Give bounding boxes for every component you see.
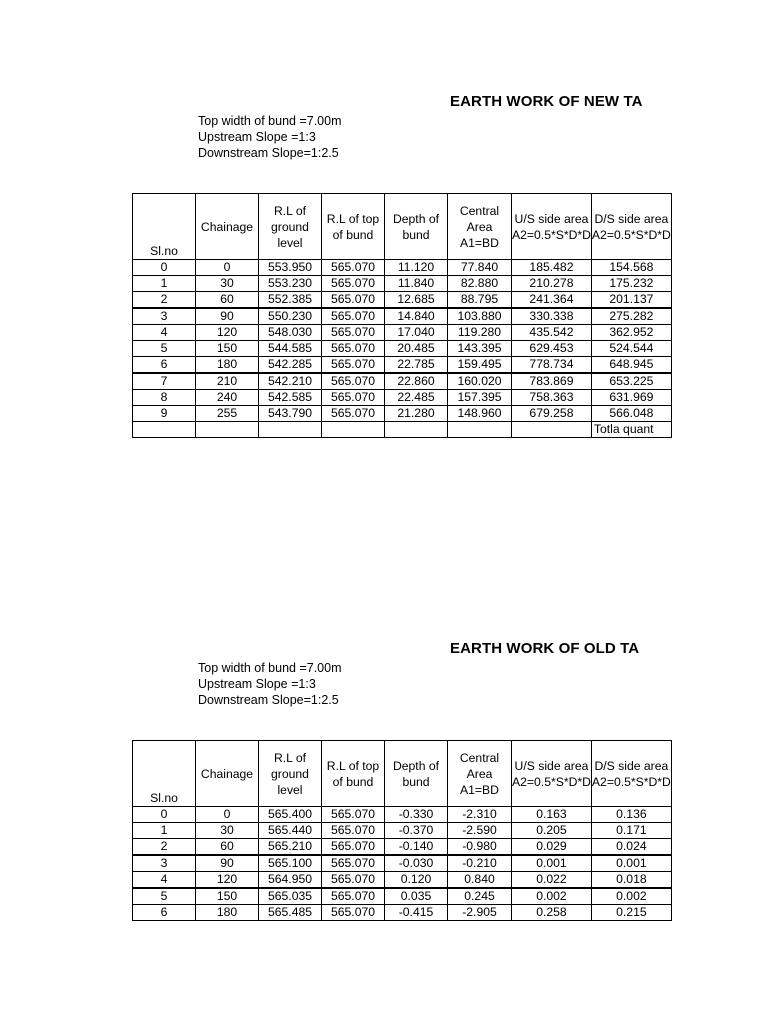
table-row — [133, 872, 672, 889]
new-tank-title: EARTH WORK OF NEW TA — [450, 93, 643, 110]
table-cell: 157.395 — [448, 390, 512, 406]
table-cell: 180 — [196, 357, 259, 374]
table-row — [133, 406, 672, 422]
table-row — [133, 292, 672, 309]
table-row — [133, 357, 672, 374]
table-cell: 210 — [196, 373, 259, 390]
table-cell: 150 — [196, 341, 259, 357]
table-cell: 0 — [133, 260, 196, 276]
table-cell: 160.020 — [448, 373, 512, 390]
downstream-slope-note: Downstream Slope=1:2.5 — [198, 146, 339, 160]
upstream-slope-note: Upstream Slope =1:3 — [198, 130, 316, 144]
table-row — [133, 341, 672, 357]
table-cell: 21.280 — [385, 406, 448, 422]
table-cell: 0.035 — [385, 888, 448, 905]
table-cell: 0.120 — [385, 872, 448, 889]
table-cell: 275.282 — [591, 308, 671, 325]
table-cell: -0.140 — [385, 839, 448, 856]
table-cell: 0.022 — [512, 872, 592, 889]
table-cell: 553.950 — [259, 260, 322, 276]
table-cell: 0 — [133, 807, 196, 823]
table-cell: 758.363 — [512, 390, 592, 406]
table-cell: 5 — [133, 341, 196, 357]
footer-cell — [385, 422, 448, 438]
table-cell: 783.869 — [512, 373, 592, 390]
total-quantity-label: Totla quant — [591, 422, 671, 438]
table-cell: 30 — [196, 276, 259, 292]
table-cell: 3 — [133, 308, 196, 325]
table-row — [133, 888, 672, 905]
table-cell: 240 — [196, 390, 259, 406]
table-cell: 14.840 — [385, 308, 448, 325]
top-width-note: Top width of bund =7.00m — [198, 661, 342, 675]
header-row — [133, 741, 672, 807]
header-depth: Depth of bund — [385, 194, 448, 260]
table-row — [133, 260, 672, 276]
table-cell: 159.495 — [448, 357, 512, 374]
table-cell: 0.215 — [591, 905, 671, 921]
table-cell: 565.440 — [259, 823, 322, 839]
table-cell: 60 — [196, 292, 259, 309]
table-cell: -0.210 — [448, 855, 512, 872]
table-cell: 565.070 — [322, 872, 385, 889]
table-cell: -0.415 — [385, 905, 448, 921]
header-rl-ground: R.L of ground level — [259, 741, 322, 807]
table-cell: 550.230 — [259, 308, 322, 325]
table-cell: 542.285 — [259, 357, 322, 374]
table-cell: 565.070 — [322, 905, 385, 921]
table-cell: 0.002 — [591, 888, 671, 905]
table-cell: 0.024 — [591, 839, 671, 856]
table-cell: 90 — [196, 855, 259, 872]
header-row — [133, 194, 672, 260]
table-cell: 120 — [196, 872, 259, 889]
table-cell: 565.070 — [322, 373, 385, 390]
table-cell: 0.245 — [448, 888, 512, 905]
table-cell: 565.070 — [322, 260, 385, 276]
table-row — [133, 373, 672, 390]
table-cell: 119.280 — [448, 325, 512, 341]
table-cell: 120 — [196, 325, 259, 341]
table-cell: 77.840 — [448, 260, 512, 276]
table-cell: 22.485 — [385, 390, 448, 406]
table-cell: 648.945 — [591, 357, 671, 374]
table-cell: 566.048 — [591, 406, 671, 422]
table-cell: -2.905 — [448, 905, 512, 921]
table-cell: 362.952 — [591, 325, 671, 341]
header-ds-area: D/S side area A2=0.5*S*D*D — [591, 741, 671, 807]
table-row — [133, 839, 672, 856]
footer-cell — [196, 422, 259, 438]
table-cell: -0.370 — [385, 823, 448, 839]
footer-cell — [448, 422, 512, 438]
table-cell: 241.364 — [512, 292, 592, 309]
table-cell: 565.070 — [322, 325, 385, 341]
table-cell: 565.070 — [322, 341, 385, 357]
table-cell: 565.070 — [322, 406, 385, 422]
table-cell: 6 — [133, 905, 196, 921]
table-cell: 0.018 — [591, 872, 671, 889]
table-cell: 330.338 — [512, 308, 592, 325]
table-cell: 778.734 — [512, 357, 592, 374]
footer-cell — [133, 422, 196, 438]
table-cell: 565.070 — [322, 807, 385, 823]
table-cell: 148.960 — [448, 406, 512, 422]
table-cell: 565.070 — [322, 357, 385, 374]
table-cell: 2 — [133, 839, 196, 856]
table-cell: 565.400 — [259, 807, 322, 823]
header-central-area: Central Area A1=BD — [448, 741, 512, 807]
table-cell: 565.070 — [322, 276, 385, 292]
table-cell: 0.002 — [512, 888, 592, 905]
upstream-slope-note: Upstream Slope =1:3 — [198, 677, 316, 691]
table-cell: 4 — [133, 325, 196, 341]
header-chainage: Chainage — [196, 194, 259, 260]
table-cell: 565.100 — [259, 855, 322, 872]
footer-row — [133, 422, 672, 438]
table-row — [133, 823, 672, 839]
table-cell: 1 — [133, 823, 196, 839]
table-cell: 0.205 — [512, 823, 592, 839]
table-cell: 3 — [133, 855, 196, 872]
header-rl-top: R.L of top of bund — [322, 194, 385, 260]
table-cell: 0.163 — [512, 807, 592, 823]
header-us-area: U/S side area A2=0.5*S*D*D — [512, 194, 592, 260]
table-cell: 543.790 — [259, 406, 322, 422]
table-cell: 201.137 — [591, 292, 671, 309]
old-tank-title: EARTH WORK OF OLD TA — [450, 640, 640, 657]
table-cell: 629.453 — [512, 341, 592, 357]
table-cell: 524.544 — [591, 341, 671, 357]
table-cell: 0.171 — [591, 823, 671, 839]
table-cell: 90 — [196, 308, 259, 325]
header-chainage: Chainage — [196, 741, 259, 807]
table-cell: 17.040 — [385, 325, 448, 341]
footer-cell — [322, 422, 385, 438]
table-cell: 679.258 — [512, 406, 592, 422]
table-cell: 143.395 — [448, 341, 512, 357]
table-cell: 150 — [196, 888, 259, 905]
table-cell: -2.590 — [448, 823, 512, 839]
table-cell: 175.232 — [591, 276, 671, 292]
footer-cell — [259, 422, 322, 438]
table-cell: 12.685 — [385, 292, 448, 309]
table-cell: 8 — [133, 390, 196, 406]
table-cell: 22.860 — [385, 373, 448, 390]
header-central-area: Central Area A1=BD — [448, 194, 512, 260]
table-row — [133, 390, 672, 406]
table-cell: 154.568 — [591, 260, 671, 276]
table-cell: 9 — [133, 406, 196, 422]
table-cell: 653.225 — [591, 373, 671, 390]
table-row — [133, 276, 672, 292]
table-cell: 210.278 — [512, 276, 592, 292]
table-cell: 0.258 — [512, 905, 592, 921]
table-cell: 0.840 — [448, 872, 512, 889]
table-cell: 544.585 — [259, 341, 322, 357]
header-ds-area: D/S side area A2=0.5*S*D*D — [591, 194, 671, 260]
header-rl-top: R.L of top of bund — [322, 741, 385, 807]
table-row — [133, 325, 672, 341]
table-cell: 11.840 — [385, 276, 448, 292]
table-cell: 6 — [133, 357, 196, 374]
table-cell: 22.785 — [385, 357, 448, 374]
table-cell: 4 — [133, 872, 196, 889]
table-cell: 255 — [196, 406, 259, 422]
table-cell: 542.210 — [259, 373, 322, 390]
table-cell: 565.485 — [259, 905, 322, 921]
table-cell: 0.001 — [591, 855, 671, 872]
table-cell: 1 — [133, 276, 196, 292]
table-cell: 7 — [133, 373, 196, 390]
header-slno: Sl.no — [133, 741, 196, 807]
table-cell: 0 — [196, 260, 259, 276]
table-row — [133, 855, 672, 872]
table-cell: 565.070 — [322, 308, 385, 325]
table-cell: 11.120 — [385, 260, 448, 276]
table-cell: 565.070 — [322, 292, 385, 309]
table-cell: 88.795 — [448, 292, 512, 309]
new-tank-table — [132, 193, 672, 438]
table-cell: 20.485 — [385, 341, 448, 357]
table-cell: -0.980 — [448, 839, 512, 856]
header-us-area: U/S side area A2=0.5*S*D*D — [512, 741, 592, 807]
downstream-slope-note: Downstream Slope=1:2.5 — [198, 693, 339, 707]
footer-cell — [512, 422, 592, 438]
table-cell: 542.585 — [259, 390, 322, 406]
table-cell: 0.001 — [512, 855, 592, 872]
table-row — [133, 308, 672, 325]
table-cell: 30 — [196, 823, 259, 839]
table-cell: 0.136 — [591, 807, 671, 823]
table-cell: 565.070 — [322, 888, 385, 905]
table-cell: 565.070 — [322, 855, 385, 872]
table-row — [133, 807, 672, 823]
table-cell: 180 — [196, 905, 259, 921]
table-cell: 0 — [196, 807, 259, 823]
table-cell: 5 — [133, 888, 196, 905]
table-cell: 552.385 — [259, 292, 322, 309]
table-row — [133, 905, 672, 921]
table-cell: 565.070 — [322, 823, 385, 839]
table-cell: 60 — [196, 839, 259, 856]
header-slno: Sl.no — [133, 194, 196, 260]
table-cell: -0.030 — [385, 855, 448, 872]
table-cell: 435.542 — [512, 325, 592, 341]
table-cell: 565.070 — [322, 839, 385, 856]
table-cell: -2.310 — [448, 807, 512, 823]
table-cell: 553.230 — [259, 276, 322, 292]
table-cell: 631.969 — [591, 390, 671, 406]
table-cell: 103.880 — [448, 308, 512, 325]
top-width-note: Top width of bund =7.00m — [198, 114, 342, 128]
table-cell: 2 — [133, 292, 196, 309]
table-cell: 564.950 — [259, 872, 322, 889]
table-cell: 565.035 — [259, 888, 322, 905]
header-depth: Depth of bund — [385, 741, 448, 807]
old-tank-table — [132, 740, 672, 921]
table-cell: 0.029 — [512, 839, 592, 856]
table-cell: -0.330 — [385, 807, 448, 823]
table-cell: 565.070 — [322, 390, 385, 406]
table-cell: 565.210 — [259, 839, 322, 856]
table-cell: 82.880 — [448, 276, 512, 292]
header-rl-ground: R.L of ground level — [259, 194, 322, 260]
table-cell: 548.030 — [259, 325, 322, 341]
table-cell: 185.482 — [512, 260, 592, 276]
